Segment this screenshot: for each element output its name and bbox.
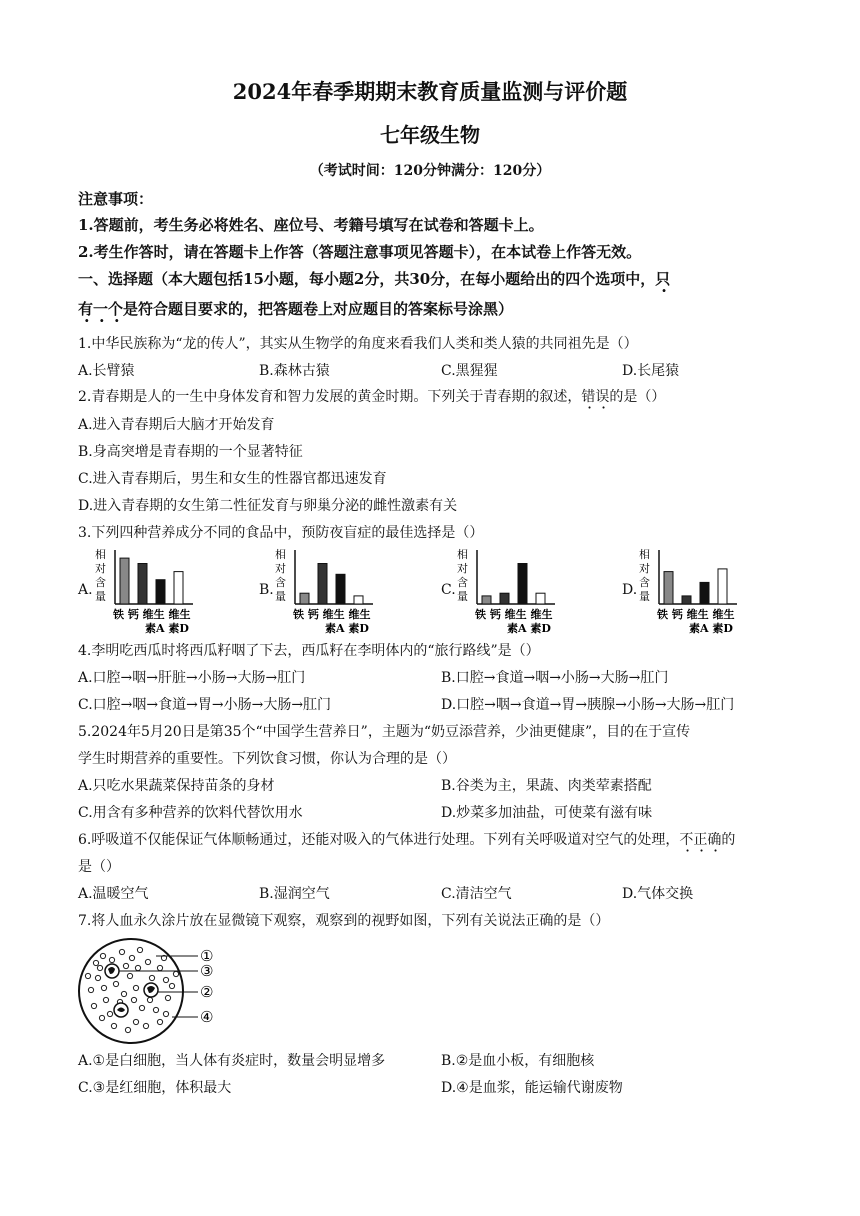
emphasis-char: 一 [93,300,109,318]
q5-option-d: D.炒菜多加油盐，可使菜有滋有味 [441,805,653,821]
q3-chart-b [273,546,393,636]
q1-option-d: D.长尾猿 [622,363,680,379]
bar-1 [120,558,129,604]
section-heading-text: 一、选择题（本大题包括15小题，每小题2分，共30分，在每小题给出的四个选项中， [78,270,656,288]
emphasis-char: 有 [78,300,94,318]
y-axis-label-char: 含 [95,576,106,589]
bar-3 [518,564,527,605]
q6-option-c: C.清洁空气 [441,886,512,902]
bar-4 [718,569,727,604]
blood-smear-figure [76,938,226,1048]
exam-title: 2024年春季期期末教育质量监测与评价题 [232,79,628,104]
q6-option-b: B.湿润空气 [259,886,330,902]
q7-option-d: D.④是血浆，能运输代谢废物 [441,1080,623,1096]
y-axis-label-char: 对 [639,562,650,575]
q5-option-c: C.用含有多种营养的饮料代替饮用水 [78,805,303,821]
bar-4 [174,572,183,604]
q3-chart-c [455,546,575,636]
emphasis-char: 正 [693,832,708,848]
label-3: ③ [200,962,214,980]
bar-1 [482,596,491,604]
q4-option-a: A.口腔→咽→肝脏→小肠→大肠→肛门 [78,670,306,686]
y-axis-label-char: 相 [457,548,468,561]
bar-2 [138,564,147,605]
y-axis-label-char: 量 [275,590,286,603]
q6-option-a: A.温暖空气 [78,886,149,902]
bar-4 [536,593,545,604]
q6-stem-text: 6.呼吸道不仅能保证气体顺畅通过，还能对吸入的气体进行处理。下列有关呼吸道对空气的处理， [78,832,680,848]
notice-item-2: 2.考生作答时，请在答题卡上作答（答题注意事项见答题卡），在本试卷上作答无效。 [78,243,642,261]
q5-option-b: B.谷类为主，果蔬、肉类荤素搭配 [441,778,652,794]
notice-heading: 注意事项： [78,190,154,208]
bar-3 [336,574,345,604]
x-tick-labels: 素A 素D [689,622,733,635]
q2-stem-text: 的是（） [609,389,666,405]
x-tick-labels: 铁 钙 维生 维生 [293,608,371,621]
q3-chart-a [93,546,213,636]
y-axis-label-char: 相 [639,548,650,561]
q7-option-a: A.①是白细胞，当人体有炎症时，数量会明显增多 [78,1053,386,1069]
label-1: ① [200,947,214,965]
exam-info: （考试时间：120分钟满分：120分） [309,163,551,179]
q1-option-a: A.长臂猿 [78,363,135,379]
microscope-field [79,939,183,1043]
section-heading-line1 [78,268,670,289]
x-tick-labels: 素A 素D [325,622,369,635]
q5-option-a: A.只吃水果蔬菜保持苗条的身材 [78,778,275,794]
y-axis-label-char: 对 [275,562,286,575]
q1-stem: 1.中华民族称为“龙的传人”，其实从生物学的角度来看我们人类和类人猿的共同祖先是（） [78,336,638,352]
q3-option-a: A. [78,582,93,598]
q2-option-a: A.进入青春期后大脑才开始发育 [78,417,275,433]
bar-2 [682,596,691,604]
q3-chart-d [637,546,757,636]
bar-1 [664,572,673,604]
q3-option-c: C. [441,582,456,598]
label-4: ④ [200,1008,214,1026]
q6-stem-line2: 是（） [78,859,120,875]
q5-stem-line2: 学生时期营养的重要性。下列饮食习惯，你认为合理的是（） [78,751,456,767]
emphasis-char: 确 [707,832,722,848]
q3-option-d: D. [622,582,638,598]
q2-option-d: D.进入青春期的女生第二性征发育与卵巢分泌的雌性激素有关 [78,498,458,514]
q7-option-c: C.③是红细胞，体积最大 [78,1080,232,1096]
q2-stem [78,386,665,406]
q4-option-c: C.口腔→咽→食道→胃→小肠→大肠→肛门 [78,697,332,713]
q3-option-b: B. [259,582,274,598]
y-axis-label-char: 相 [275,548,286,561]
x-tick-labels: 铁 钙 维生 维生 [113,608,191,621]
y-axis-label-char: 对 [95,562,106,575]
q2-stem-text: 2.青春期是人的一生中身体发育和智力发展的黄金时期。下列关于青春期的叙述， [78,389,582,405]
q1-option-b: B.森林古猿 [259,363,330,379]
y-axis-label-char: 量 [639,590,650,603]
y-axis-label-char: 含 [639,576,650,589]
q3-stem: 3.下列四种营养成分不同的食品中，预防夜盲症的最佳选择是（） [78,525,484,541]
q4-option-d: D.口腔→咽→食道→胃→胰腺→小肠→大肠→肛门 [441,697,735,713]
q5-stem-line1: 5.2024年5月20日是第35个“中国学生营养日”，主题为“奶豆添营养，少油更健康”，目的在于宣传 [78,724,691,740]
q7-stem: 7.将人血永久涂片放在显微镜下观察，观察到的视野如图，下列有关说法正确的是（） [78,913,610,929]
q6-option-d: D.气体交换 [622,886,694,902]
label-2: ② [200,983,214,1001]
q7-option-b: B.②是血小板，有细胞核 [441,1053,595,1069]
bar-3 [156,580,165,604]
y-axis-label-char: 对 [457,562,468,575]
x-tick-labels: 铁 钙 维生 维生 [475,608,553,621]
bar-2 [318,564,327,605]
q2-option-b: B.身高突增是青春期的一个显著特征 [78,444,303,460]
bar-3 [700,582,709,604]
emphasis-char: 只 [655,270,671,288]
emphasis-char: 个 [108,300,124,318]
x-tick-labels: 铁 钙 维生 维生 [657,608,735,621]
x-tick-labels: 素A 素D [507,622,551,635]
notice-item-1: 1.答题前，考生务必将姓名、座位号、考籍号填写在试卷和答题卡上。 [78,216,544,234]
subject-title: 七年级生物 [380,123,480,147]
y-axis-label-char: 量 [95,590,106,603]
bar-1 [300,593,309,604]
emphasis-char: 误 [595,389,610,405]
emphasis-char: 错 [581,389,596,405]
x-tick-labels: 素A 素D [145,622,189,635]
y-axis-label-char: 含 [275,576,286,589]
q1-option-c: C.黑猩猩 [441,363,498,379]
y-axis-label-char: 含 [457,576,468,589]
bar-4 [354,596,363,604]
q4-stem: 4.李明吃西瓜时将西瓜籽咽了下去，西瓜籽在李明体内的“旅行路线”是（） [78,643,540,659]
q4-option-b: B.口腔→食道→咽→小肠→大肠→肛门 [441,670,669,686]
q2-option-c: C.进入青春期后，男生和女生的性器官都迅速发育 [78,471,387,487]
emphasis-char: 不 [679,832,694,848]
y-axis-label-char: 相 [95,548,106,561]
q6-stem-text: 的 [721,832,736,848]
y-axis-label-char: 量 [457,590,468,603]
section-heading-line2 [78,298,513,319]
section-heading-text: 是符合题目要求的，把答题卷上对应题目的答案标号涂黑） [123,300,514,318]
q6-stem-line1 [78,829,735,849]
bar-2 [500,593,509,604]
